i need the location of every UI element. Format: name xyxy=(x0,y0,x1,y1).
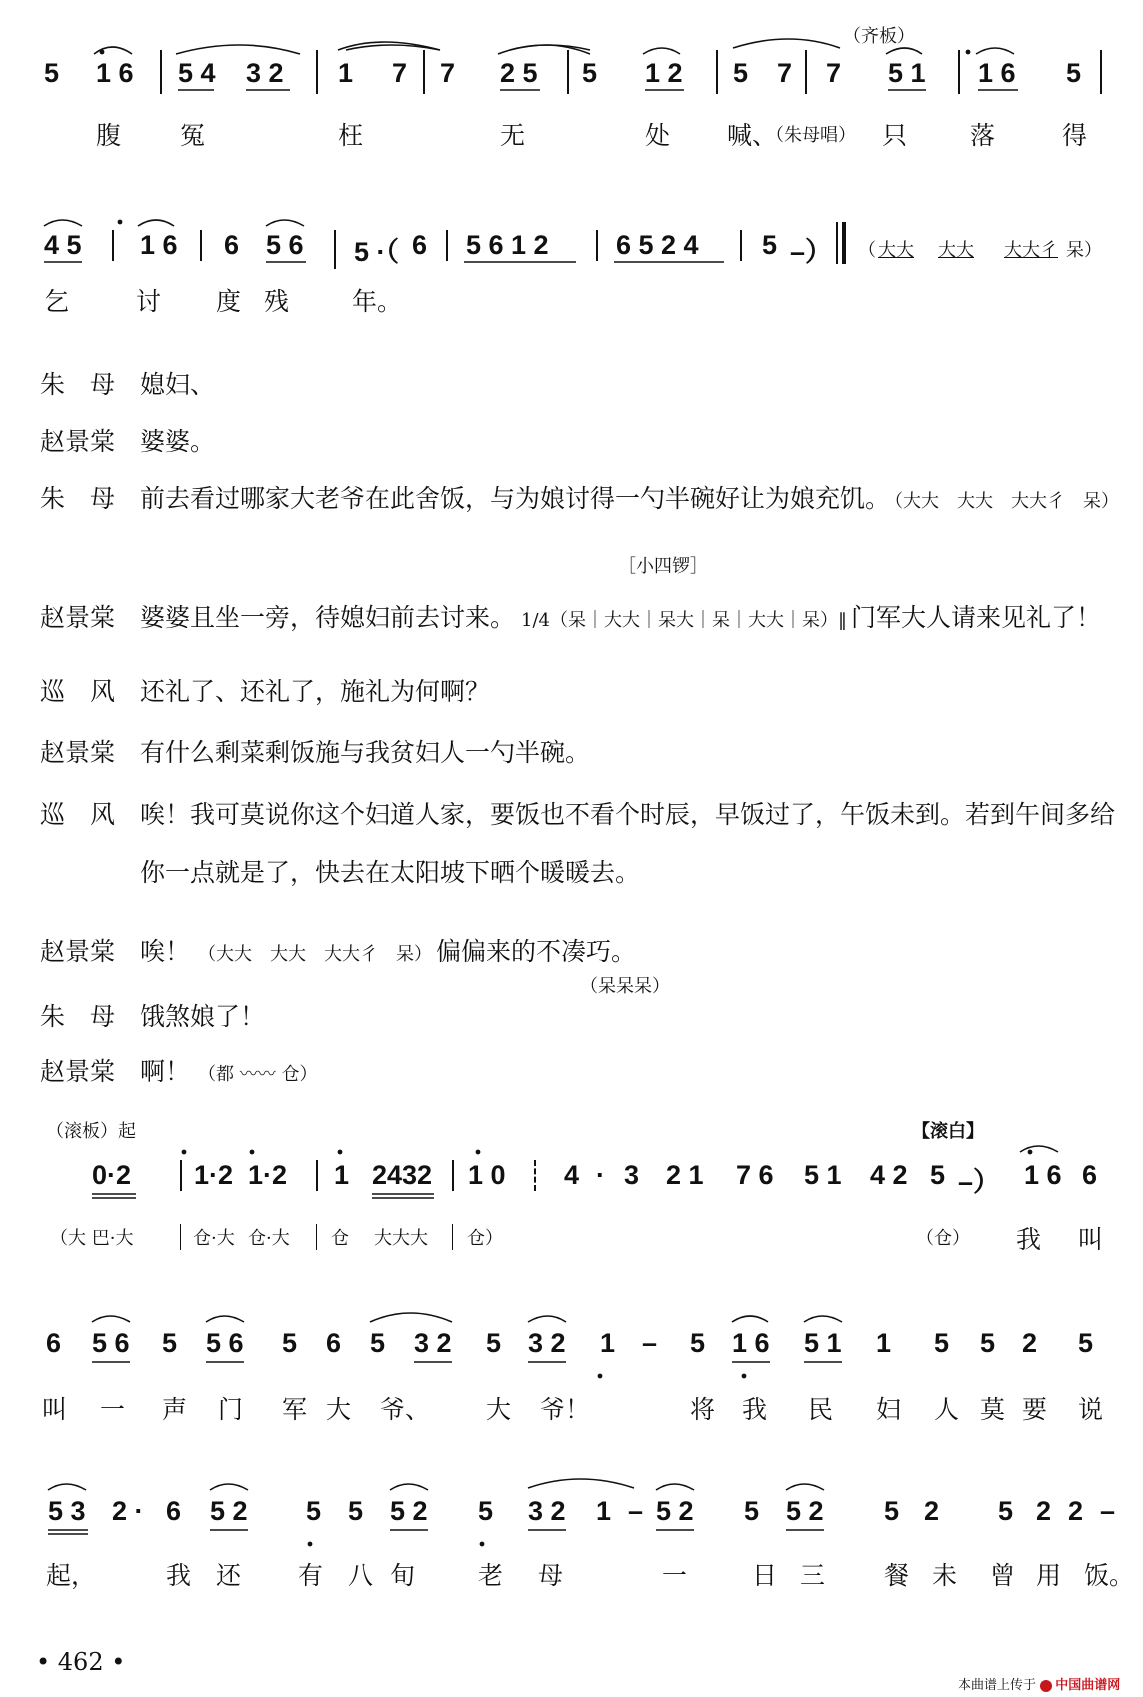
note: 6 xyxy=(200,230,239,261)
slur xyxy=(44,220,82,226)
note: 3 2 xyxy=(528,1328,566,1358)
note: – xyxy=(642,1328,658,1358)
octave-dot xyxy=(182,1150,187,1155)
note: 7 xyxy=(826,58,842,88)
speaker: 赵景棠 xyxy=(40,1057,116,1086)
slur xyxy=(390,1484,428,1490)
low-octave-dot xyxy=(598,1374,603,1379)
slur xyxy=(266,220,304,226)
lyric: 用 xyxy=(1036,1561,1062,1590)
perc: 仓·大 xyxy=(180,1224,235,1250)
note: 5 xyxy=(740,230,777,261)
tempo-marking-gunban: （滚板）起 xyxy=(46,1121,136,1142)
note: 5 1 xyxy=(804,1160,842,1190)
note: –） xyxy=(958,1167,1001,1197)
note: 5 xyxy=(348,1496,364,1526)
lyric: 饭。 xyxy=(1084,1561,1135,1590)
note: 1 xyxy=(596,1496,612,1526)
site-logo-icon xyxy=(1040,1680,1052,1692)
lyric: 我 xyxy=(742,1395,768,1424)
slur xyxy=(886,48,922,54)
lyric: 无 xyxy=(500,121,526,150)
lyric: 未 xyxy=(932,1561,958,1590)
lyric: 只 xyxy=(882,121,908,150)
note: 1 xyxy=(600,1328,616,1358)
lyric: 餐 xyxy=(884,1561,910,1590)
slur xyxy=(528,1316,566,1322)
lyric: 日 xyxy=(752,1561,778,1590)
note: 1 6 xyxy=(96,58,134,88)
lyric: 讨 xyxy=(136,287,162,316)
speech: 唉！ xyxy=(140,937,191,966)
slur xyxy=(804,1316,842,1322)
lyric: 乞 xyxy=(44,287,70,316)
perc: （大 巴·大 xyxy=(50,1228,134,1249)
note: 5 xyxy=(690,1328,706,1358)
percussion-pattern: （都 〰〰 仓） xyxy=(198,1064,318,1085)
note: 5 2 xyxy=(656,1496,694,1526)
note: 2 · xyxy=(112,1496,144,1526)
perc-open: （ xyxy=(858,240,876,261)
lyric: 有 xyxy=(298,1561,324,1590)
note: 1 xyxy=(338,58,354,88)
note: 5 xyxy=(980,1328,996,1358)
note: 1·2 xyxy=(180,1160,233,1191)
note: 2 xyxy=(1068,1496,1084,1526)
speaker: 赵景棠 xyxy=(40,937,116,966)
lyric: 一 xyxy=(662,1561,688,1590)
lyric: 莫 xyxy=(980,1395,1006,1424)
note: 1 xyxy=(316,1160,349,1191)
lyric: 我 xyxy=(166,1561,192,1590)
note: 5 xyxy=(306,1496,322,1526)
note: 5 xyxy=(744,1496,760,1526)
note: 5 2 xyxy=(390,1496,428,1526)
lyric: 落 xyxy=(970,121,996,150)
note: · xyxy=(596,1160,605,1190)
slur xyxy=(370,1313,452,1322)
note: 6 xyxy=(326,1328,342,1358)
slur xyxy=(346,45,440,50)
note: 7 xyxy=(392,58,408,88)
speech: 还礼了、还礼了，施礼为何啊？ xyxy=(140,677,491,706)
percussion-pattern: （呆｜大大｜呆大｜呆｜大大｜呆）‖ xyxy=(549,610,847,631)
lyric: 曾 xyxy=(990,1561,1016,1590)
lyric: 老 xyxy=(478,1561,504,1590)
speaker: 巡 风 xyxy=(40,677,116,706)
note: 7 xyxy=(440,58,456,88)
site-name: 中国曲谱网 xyxy=(1055,1677,1121,1692)
note: 5 xyxy=(930,1160,946,1190)
lyric: 将 xyxy=(690,1395,716,1424)
note: 2 xyxy=(1022,1328,1038,1358)
note: 1 6 xyxy=(732,1328,770,1358)
slur xyxy=(138,220,174,226)
lyric: 起， xyxy=(46,1561,97,1590)
note: 7 xyxy=(777,58,793,88)
marking-xiaosiluo: ［小四锣］ xyxy=(618,556,708,577)
note: – xyxy=(628,1496,644,1526)
speaker: 朱 母 xyxy=(40,484,116,513)
note: 5 xyxy=(44,58,60,88)
slur xyxy=(1020,1146,1058,1152)
slur xyxy=(656,1484,694,1490)
note: 5 4 xyxy=(178,58,216,88)
speaker: 朱 母 xyxy=(40,370,116,399)
octave-dot xyxy=(338,1150,343,1155)
lyric: 民 xyxy=(808,1395,834,1424)
low-octave-dot xyxy=(480,1542,485,1547)
octave-dot xyxy=(100,50,105,55)
aside-note: （朱母唱） xyxy=(766,125,856,146)
footer-upload-text xyxy=(958,1674,1120,1693)
lyric: 得 xyxy=(1062,121,1088,150)
speaker: 赵景棠 xyxy=(40,427,116,456)
speech: 你一点就是了，快去在太阳坡下晒个暖暖去。 xyxy=(140,858,641,887)
perc: 大大 xyxy=(938,240,974,261)
low-octave-dot xyxy=(308,1542,313,1547)
note: 3 xyxy=(624,1160,640,1190)
speech: 唉！我可莫说你这个妇道人家，要饭也不看个时辰，早饭过了，午饭未到。若到午间多给 xyxy=(140,800,1116,829)
lyric: 大 xyxy=(486,1395,512,1424)
speaker: 巡 风 xyxy=(40,800,116,829)
note: 5 xyxy=(486,1328,502,1358)
perc: 大大大 xyxy=(374,1228,428,1249)
speech: 啊！ xyxy=(140,1057,191,1086)
note: 5 xyxy=(582,58,598,88)
speech: 婆婆且坐一旁，待媳妇前去讨来。 xyxy=(140,603,516,632)
lyric: 还 xyxy=(216,1561,242,1590)
slur xyxy=(94,47,132,54)
note: 5 xyxy=(478,1496,494,1526)
slur xyxy=(210,1484,248,1490)
note: 4 5 xyxy=(44,230,82,260)
lyric: 妇 xyxy=(876,1395,902,1424)
lyric: 门 xyxy=(218,1395,244,1424)
lyric: 说 xyxy=(1078,1395,1104,1424)
perc: （仓） xyxy=(916,1228,970,1249)
note: 5 xyxy=(884,1496,900,1526)
lyric: 旬 xyxy=(390,1561,416,1590)
note: 5 1 xyxy=(888,58,926,88)
note: 1 2 xyxy=(645,58,683,88)
note: 1 6 xyxy=(112,230,178,261)
perc: 仓·大 xyxy=(248,1228,290,1249)
slur xyxy=(733,39,840,48)
note: 2 1 xyxy=(666,1160,704,1190)
lyric: 枉 xyxy=(338,121,364,150)
note: 6 xyxy=(1082,1160,1098,1190)
perc: 大大彳 xyxy=(1004,240,1058,261)
perc: 仓） xyxy=(452,1224,503,1250)
lyric: 三 xyxy=(800,1561,826,1590)
marking-gunbai: 【滚白】 xyxy=(912,1121,984,1142)
note: 5 xyxy=(370,1328,386,1358)
speaker: 赵景棠 xyxy=(40,738,116,767)
note: 2 xyxy=(924,1496,940,1526)
note: 5 2 xyxy=(786,1496,824,1526)
lyric: 一 xyxy=(100,1395,126,1424)
slur xyxy=(176,45,300,54)
speech-after: 门军大人请来见礼了！ xyxy=(850,603,1101,632)
note: 6 5 2 4 xyxy=(596,230,699,261)
perc: 仓 xyxy=(316,1224,349,1250)
note: 2 xyxy=(1036,1496,1052,1526)
note: –） xyxy=(790,237,833,267)
note: 1 6 xyxy=(978,58,1016,88)
note: 1 6 xyxy=(1024,1160,1062,1190)
octave-dot xyxy=(1028,1150,1033,1155)
lyric: 声 xyxy=(162,1395,188,1424)
lyric: 叫 xyxy=(42,1395,68,1424)
note: 4 2 xyxy=(870,1160,908,1190)
speech: 有什么剩菜剩饭施与我贫妇人一勺半碗。 xyxy=(140,738,591,767)
lyric: 冤 xyxy=(180,121,206,150)
upload-label: 本曲谱上传于 xyxy=(958,1677,1037,1692)
slur xyxy=(92,1316,130,1322)
slur xyxy=(643,48,680,54)
note: 5 xyxy=(998,1496,1014,1526)
slur xyxy=(48,1484,86,1490)
lyric: 年。 xyxy=(352,287,403,316)
note: 3 2 xyxy=(528,1496,566,1526)
note: 5 xyxy=(162,1328,178,1358)
tempo-marking-qiban: （齐板） xyxy=(843,26,915,47)
percussion-pattern: （呆呆呆） xyxy=(580,976,670,997)
lyric: 爷！ xyxy=(540,1395,591,1424)
percussion-pattern: （大大 大大 大大彳 呆） xyxy=(198,944,433,965)
note: 5 ·（ xyxy=(334,230,399,269)
note: 5 xyxy=(1078,1328,1094,1358)
time-signature: 1/4 xyxy=(521,610,550,631)
speech: 婆婆。 xyxy=(140,427,216,456)
note: 1·2 xyxy=(248,1160,288,1190)
slur xyxy=(206,1316,244,1322)
octave-dot xyxy=(476,1150,481,1155)
speech: 饿煞娘了！ xyxy=(140,1002,266,1031)
note: 5 6 xyxy=(266,230,304,260)
octave-dot xyxy=(966,50,971,55)
lyric: 叫 xyxy=(1078,1225,1104,1254)
lyric: 残 xyxy=(264,287,290,316)
note: 5 1 xyxy=(804,1328,842,1358)
page-number: • 462 • xyxy=(36,1648,126,1676)
note: 5 3 xyxy=(48,1496,86,1526)
lyric: 处 xyxy=(645,121,671,150)
note: 5 6 1 2 xyxy=(446,230,549,261)
note: 6 xyxy=(166,1496,182,1526)
lyric: 要 xyxy=(1022,1395,1048,1424)
note: 0·2 xyxy=(92,1160,132,1190)
note: 2432 xyxy=(372,1160,433,1190)
lyric: 八 xyxy=(348,1561,374,1590)
slur xyxy=(732,1316,768,1322)
lyric: 人 xyxy=(934,1395,960,1424)
lyric: 腹 xyxy=(96,121,122,150)
speaker: 朱 母 xyxy=(40,1002,116,1031)
lyric: 母 xyxy=(538,1561,564,1590)
note: 5 2 xyxy=(210,1496,248,1526)
note: 6 xyxy=(46,1328,62,1358)
note: 2 5 xyxy=(500,58,538,88)
note: 1 xyxy=(876,1328,892,1358)
speech-after: 偏偏来的不凑巧。 xyxy=(436,937,637,966)
slur xyxy=(976,48,1014,54)
lyric: 爷、 xyxy=(380,1395,431,1424)
note: 6 xyxy=(412,230,428,260)
note: 5 xyxy=(733,58,749,88)
lyric: 军 xyxy=(282,1395,308,1424)
note: 7 6 xyxy=(736,1160,774,1190)
low-octave-dot xyxy=(742,1374,747,1379)
octave-dot xyxy=(118,220,123,225)
octave-dot xyxy=(250,1150,255,1155)
lyric: 我 xyxy=(1016,1225,1042,1254)
slur xyxy=(786,1484,824,1490)
note: 4 xyxy=(534,1160,579,1191)
slur xyxy=(528,1479,634,1488)
note: 5 xyxy=(282,1328,298,1358)
speaker: 赵景棠 xyxy=(40,603,116,632)
lyric: 喊、 xyxy=(727,121,778,150)
speech: 媳妇、 xyxy=(140,370,216,399)
note: – xyxy=(1100,1496,1116,1526)
note: 3 2 xyxy=(246,58,284,88)
lyric: 大 xyxy=(326,1395,352,1424)
note: 5 6 xyxy=(206,1328,244,1358)
lyric: 度 xyxy=(216,287,242,316)
speech: 前去看过哪家大老爷在此舍饭，与为娘讨得一勺半碗好让为娘充饥。 xyxy=(140,484,891,513)
note: 5 xyxy=(934,1328,950,1358)
perc: 呆） xyxy=(1066,240,1102,261)
percussion-pattern: （大大 大大 大大彳 呆） xyxy=(894,491,1120,512)
note: 1 0 xyxy=(452,1160,506,1191)
note: 5 xyxy=(1066,58,1082,88)
note: 3 2 xyxy=(414,1328,452,1358)
perc: 大大 xyxy=(878,240,914,261)
note: 5 6 xyxy=(92,1328,130,1358)
